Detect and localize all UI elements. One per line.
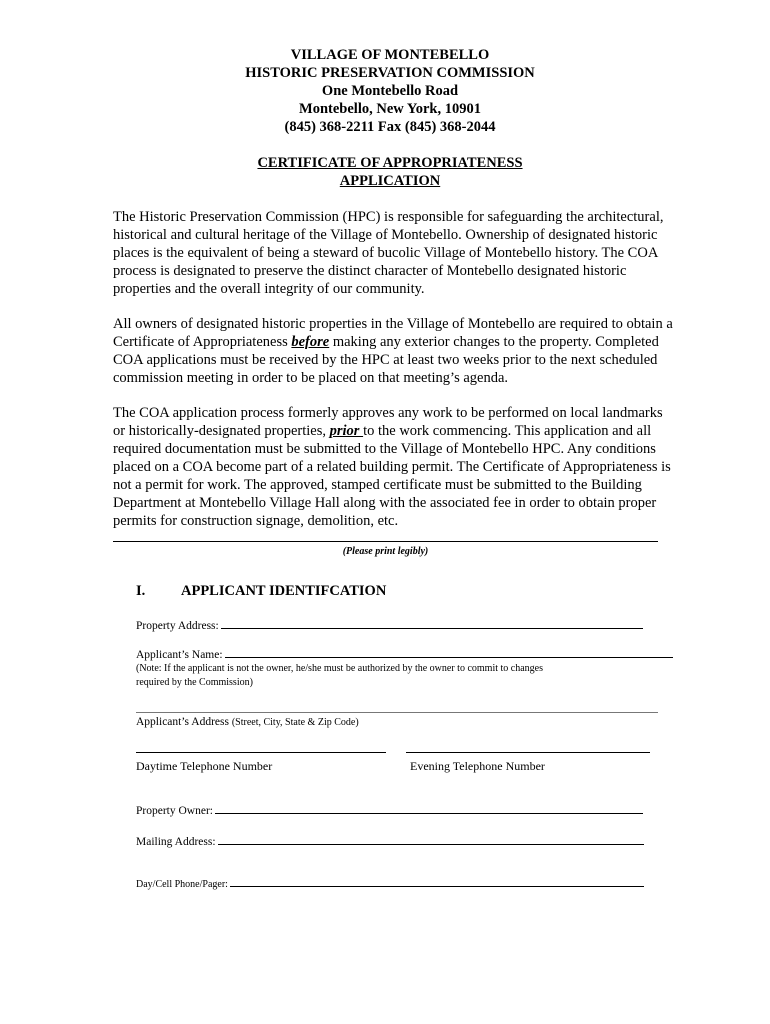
mailing-address-label: Mailing Address: [136,836,216,848]
letterhead [0,46,770,136]
day-cell-phone-field [136,878,644,890]
title-line-1: CERTIFICATE OF APPROPRIATENESS [257,155,523,171]
emphasis-prior: prior [329,423,364,439]
applicant-name-input[interactable] [225,647,673,658]
process-paragraph [113,404,673,530]
village-name: VILLAGE OF MONTEBELLO [290,47,490,63]
section-number: I. [136,583,146,599]
intro-paragraph: The Historic Preservation Commission (HPC) is responsible for safeguarding the architectural, historical and cultural heritage of the Village of Montebello. Ownership of designated historic places is the equivalent of being a steward of bucolic Village of Montebello history. The COA process is designated to preserve the distinct character of Montebello designated historic properties and the overall integrity of our community. [113,209,664,297]
requirement-text-a: All owners of designated historic properties in the Village of Montebello are required to obtain a Certificate of Appropriateness [113,316,673,350]
note-line-2: required by the Commission) [136,677,253,688]
applicant-address-hint: (Street, City, State & Zip Code) [231,717,359,728]
print-legibly-note: (Please print legibly) [342,546,429,557]
property-address-label: Property Address: [136,620,219,632]
section-divider [113,541,658,542]
process-text-b: to the work commencing. This application and all required documentation must be submitted to the Village of Montebello HPC. Any conditions placed on a COA become part of a related building permit. The Certificate of Appropriateness is not a permit for work. The approved, stamped certificate must be submitted to the Building Department at Montebello Village Hall along with the associated fee in order to obtain proper permits for construction signage, demolition, etc. [113,423,671,529]
applicant-address-text: Applicant’s Address [136,716,229,728]
evening-phone-input[interactable] [406,752,650,753]
applicant-name-field [136,647,673,661]
commission-name: HISTORIC PRESERVATION COMMISSION [245,65,535,81]
property-owner-input[interactable] [215,803,643,814]
applicant-address-label [136,716,359,728]
section-title: APPLICANT IDENTIFCATION [181,583,387,599]
applicant-name-label: Applicant’s Name: [136,649,223,661]
mailing-address-field [136,834,644,848]
process-text-a: The COA application process formerly approves any work to be performed on local landmarks or historically-designated properties, [113,405,663,439]
day-cell-phone-label: Day/Cell Phone/Pager: [136,879,228,890]
property-address-field [136,618,643,632]
daytime-phone-input[interactable] [136,752,386,753]
owner-authorization-note [136,662,636,690]
property-owner-label: Property Owner: [136,805,213,817]
applicant-address-input[interactable] [136,712,658,713]
city-state-zip: Montebello, New York, 10901 [299,101,481,117]
daytime-phone-label: Daytime Telephone Number [136,759,273,773]
evening-phone-label: Evening Telephone Number [410,759,545,773]
note-line-1: (Note: If the applicant is not the owner, he/she must be authorized by the owner to commit to changes [136,663,543,674]
day-cell-phone-input[interactable] [230,878,644,887]
street-address: One Montebello Road [321,83,459,99]
document-title [0,154,770,190]
mailing-address-input[interactable] [218,834,644,845]
property-address-input[interactable] [221,618,643,629]
title-line-2: APPLICATION [339,173,441,189]
property-owner-field [136,803,643,817]
emphasis-before: before [291,334,330,350]
requirement-text-b: making any exterior changes to the property. Completed COA applications must be received by the HPC at least two weeks prior to the next scheduled commission meeting in order to be placed on that meeting’s agenda. [113,334,659,386]
section-heading [136,583,386,600]
phone-fax: (845) 368-2211 Fax (845) 368-2044 [284,119,496,135]
requirement-paragraph [113,315,673,387]
